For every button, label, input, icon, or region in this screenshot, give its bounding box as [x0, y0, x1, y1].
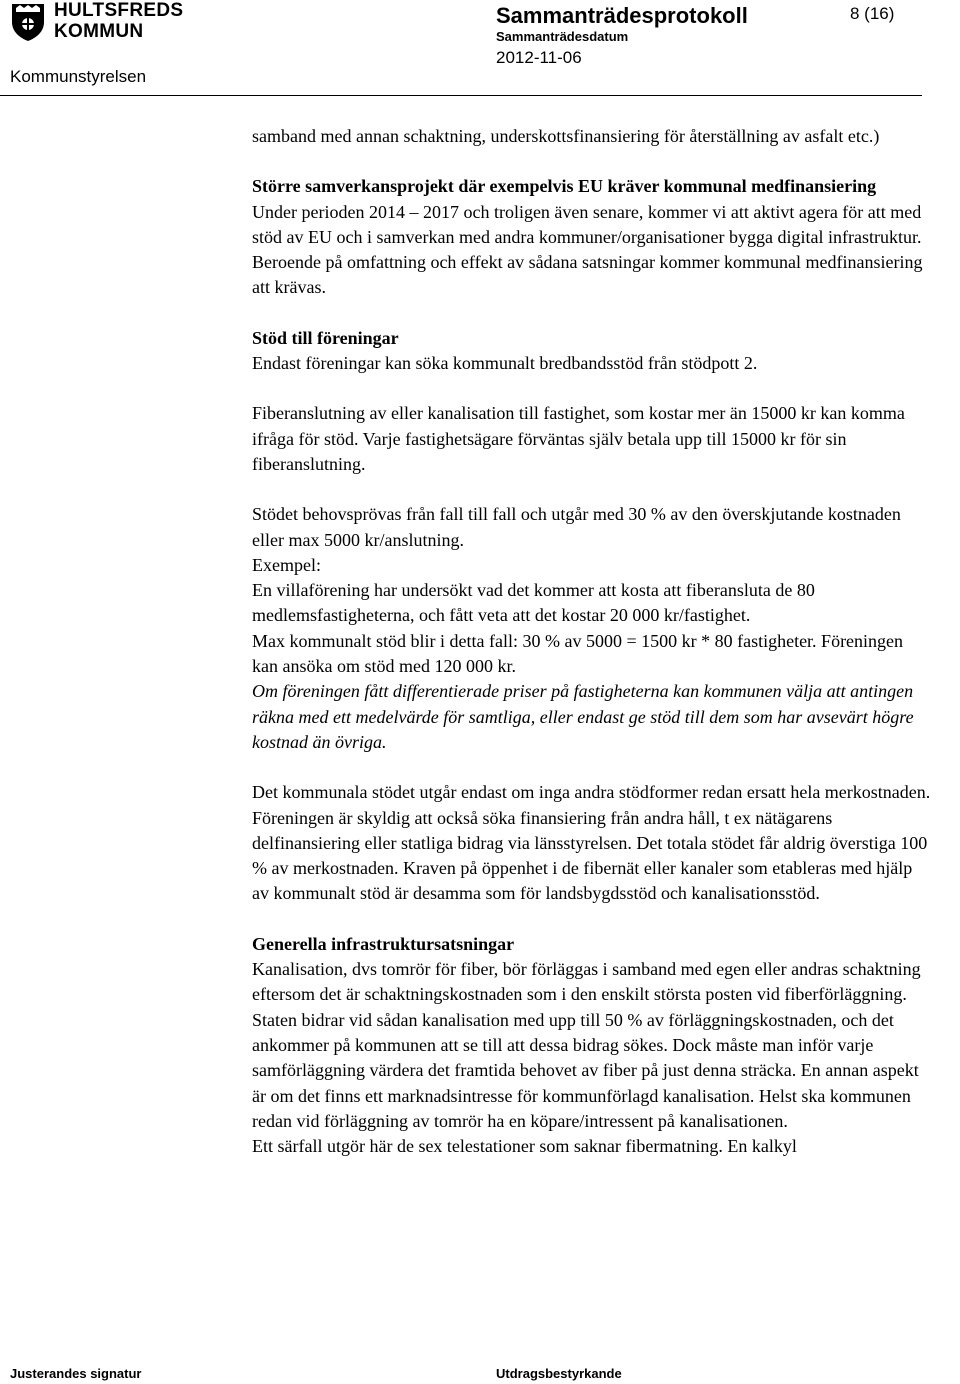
footer-signature-label: Justerandes signatur [10, 1366, 142, 1381]
document-subtitle: Sammanträdesdatum [496, 29, 629, 44]
paragraph: Det kommunala stödet utgår endast om inga andra stödformer redan ersatt hela merkostnaden. Föreningen är skyldig att också söka finansiering från andra håll, t ex nätägarens delfinansiering eller statliga bidrag via länsstyrelsen. Det totala stödet får aldrig överstiga 100 % av merkostnaden. Kraven på öppenhet i de fibernät eller kanaler som etableras med hjälp av kommunalt stöd är desamma som för landsbygdsstöd och kanalisationsstöd. [252, 782, 931, 904]
italic-note: Om föreningen fått differentierade priser på fastigheterna kan kommunen välja att antingen räkna med ett medelvärde för samtliga, eller endast ge stöd till dem som har avsevärt högre kostnad än övriga. [252, 681, 914, 752]
paragraph: Under perioden 2014 – 2017 och troligen även senare, kommer vi att aktivt agera för att med stöd av EU och i samverkan med andra kommuner/organisationer bygga digital infrastruktur. Beroende på omfattning och effekt av sådana satsningar kommer kommunal medfinansiering att krävas. [252, 201, 923, 298]
document-body [252, 124, 932, 1159]
section-heading: Större samverkansprojekt där exempelvis EU kräver kommunal medfinansiering [252, 176, 877, 197]
paragraph: En villaförening har undersökt vad det kommer att kosta att fiberansluta de 80 medlemsfastigheterna, och fått veta att det kostar 20 000 kr/fastighet. [252, 580, 815, 626]
example-label: Exempel: [252, 554, 321, 575]
paragraph: Staten bidrar vid sådan kanalisation med upp till 50 % av förläggningskostnaden, och det ankommer på kommunen att se till att dessa bidrag sökes. Dock måste man inför varje samförläggning värdera det framtida behovet av fiber på just denna sträcka. En annan aspekt är om det finns ett marknadsintresse för kommunförlagd kanalisation. Helst ska kommunen redan vid förläggning av tomrör ha en köpare/intressent på kanalisationen. [252, 1009, 919, 1131]
header-divider [0, 95, 922, 96]
paragraph: Ett särfall utgör här de sex telestationer som saknar fibermatning. En kalkyl [252, 1136, 797, 1157]
org-name-line1: HULTSFREDS [54, 0, 184, 21]
document-title: Sammanträdesprotokoll [496, 3, 748, 28]
section-heading: Generella infrastruktursatsningar [252, 933, 515, 954]
org-name-line2: KOMMUN [54, 21, 144, 42]
footer-certification-label: Utdragsbestyrkande [496, 1366, 622, 1381]
paragraph: Kanalisation, dvs tomrör för fiber, bör förläggas i samband med egen eller andras schaktning eftersom det är schaktningskostnaden som i den enskilt största posten vid fiberförläggning. [252, 959, 921, 1005]
department-name: Kommunstyrelsen [10, 67, 147, 86]
coat-of-arms-icon [10, 2, 46, 42]
paragraph: Endast föreningar kan söka kommunalt bredbandsstöd från stödpott 2. [252, 353, 758, 374]
meeting-date: 2012-11-06 [496, 48, 582, 67]
paragraph: Fiberanslutning av eller kanalisation till fastighet, som kostar mer än 15000 kr kan komma ifråga för stöd. Varje fastighetsägare förväntas själv betala upp till 15000 kr för sin fiberanslutning. [252, 403, 905, 474]
section-heading: Stöd till föreningar [252, 327, 399, 348]
paragraph: Stödet behovsprövas från fall till fall och utgår med 30 % av den överskjutande kostnaden eller max 5000 kr/anslutning. [252, 504, 901, 550]
paragraph: samband med annan schaktning, underskottsfinansiering för återställning av asfalt etc.) [252, 126, 880, 146]
page-number: 8 (16) [850, 4, 895, 23]
paragraph: Max kommunalt stöd blir i detta fall: 30 % av 5000 = 1500 kr * 80 fastigheter. Föreningen kan ansöka om stöd med 120 000 kr. [252, 630, 904, 677]
